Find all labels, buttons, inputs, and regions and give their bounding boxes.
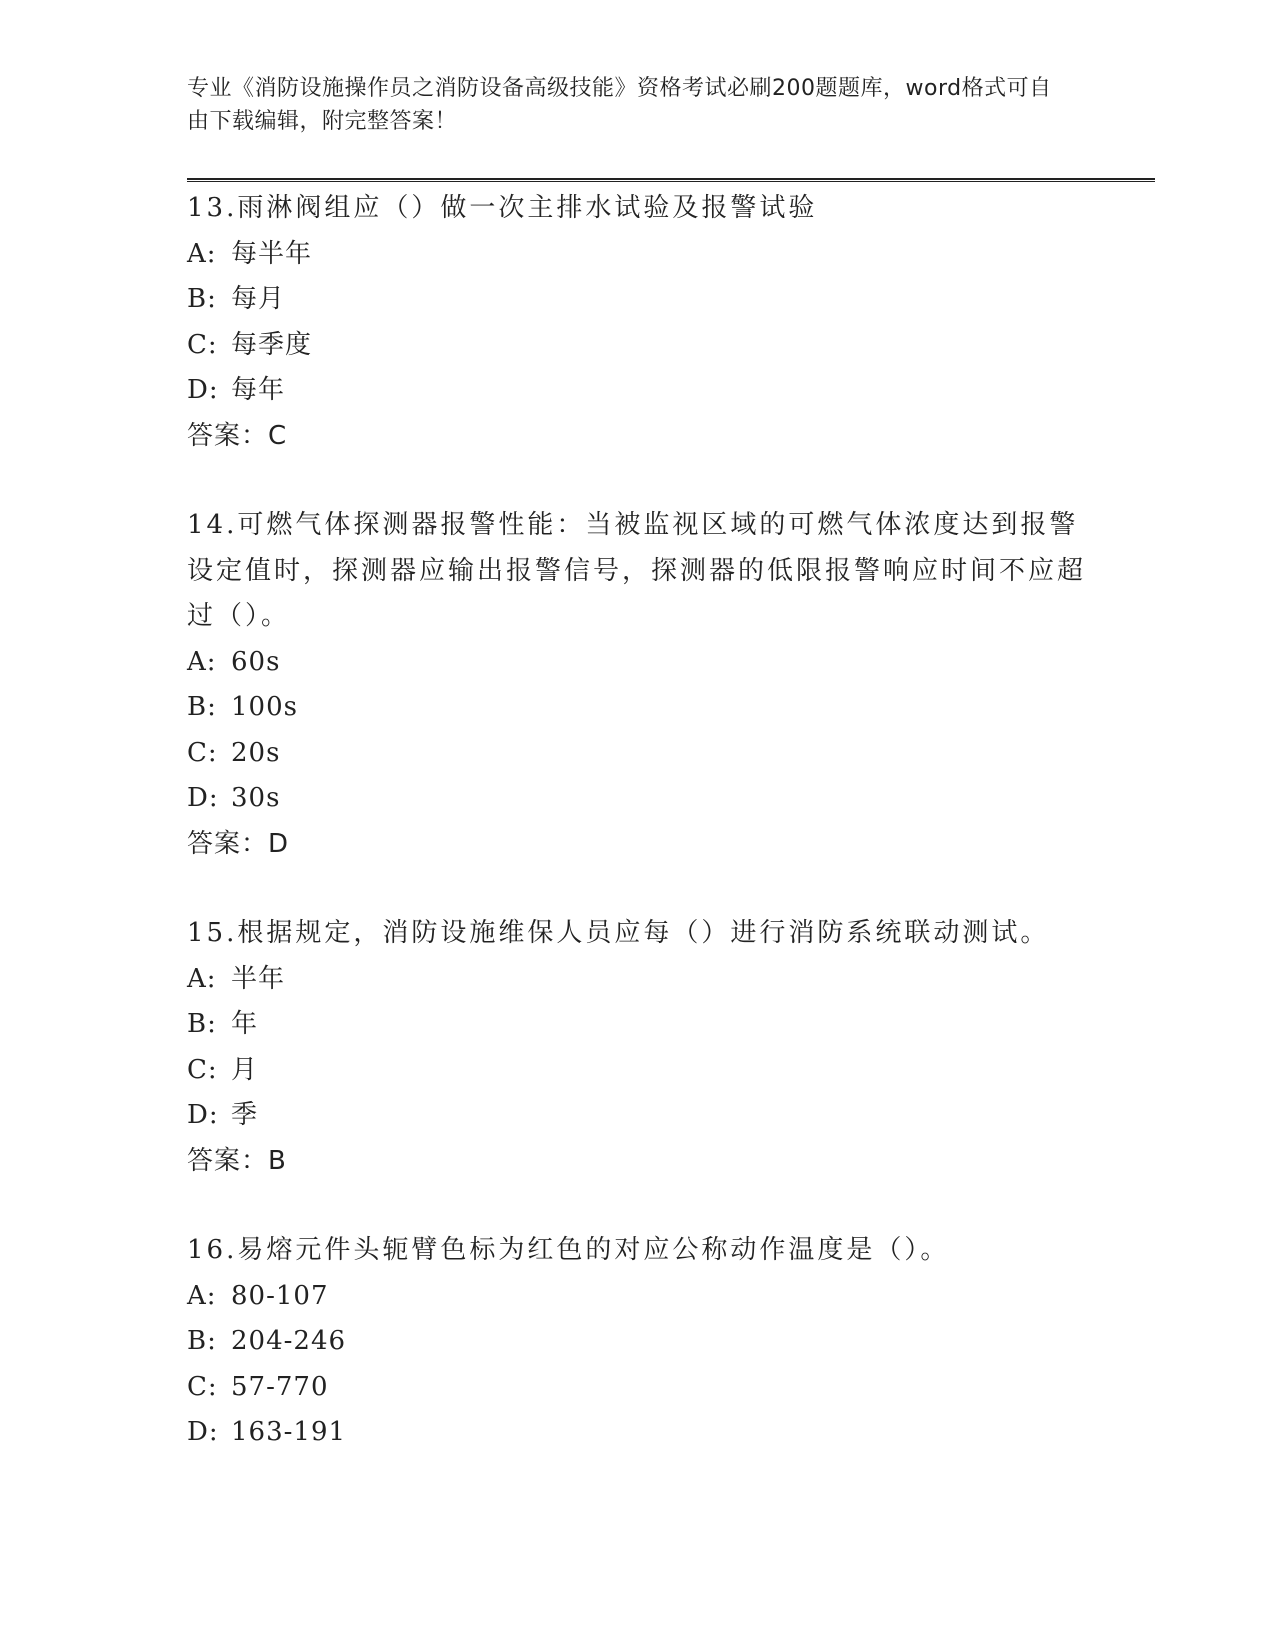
option-letter: A: [187, 1280, 217, 1311]
option-letter: B: [187, 284, 217, 314]
option-a [187, 1274, 1087, 1320]
question-stem: 15.根据规定，消防设施维保人员应每（）进行消防系统联动测试。 [187, 918, 1050, 948]
option-c [187, 1048, 1087, 1094]
question-stem: 14.可燃气体探测器报警性能：当被监视区域的可燃气体浓度达到报警设定值时，探测器应输出报警信号，探测器的低限报警响应时间不应超过（）。 [187, 510, 1087, 631]
option-letter: A: [187, 646, 217, 677]
option-letter: A: [187, 238, 217, 269]
option-text: 57-770 [231, 1371, 329, 1402]
option-letter: A: [187, 963, 217, 994]
option-text: 204-246 [231, 1326, 347, 1356]
option-text: 每月 [231, 284, 286, 314]
question-stem: 16.易熔元件头轭臂色标为红色的对应公称动作温度是（）。 [187, 1235, 950, 1265]
option-c [187, 323, 1087, 369]
question-14 [187, 503, 1087, 867]
option-a [187, 232, 1087, 278]
option-text: 30s [231, 783, 281, 813]
option-text: 季 [231, 1100, 259, 1130]
option-letter: C: [187, 737, 218, 768]
option-text: 每年 [231, 375, 286, 405]
question-list [187, 186, 1087, 1500]
option-b [187, 1319, 1087, 1365]
option-d [187, 1410, 1087, 1456]
document-header: 专业《消防设施操作员之消防设备高级技能》资格考试必刷200题题库，word格式可自由下载编辑，附完整答案！ [187, 76, 1052, 134]
option-a [187, 640, 1087, 686]
answer-line: 答案：D [187, 828, 290, 859]
option-text: 20s [231, 737, 281, 768]
option-letter: D: [187, 1417, 219, 1447]
option-a [187, 957, 1087, 1003]
option-text: 每半年 [231, 238, 313, 269]
option-text: 100s [231, 692, 298, 722]
option-text: 每季度 [231, 329, 313, 360]
question-stem: 13.雨淋阀组应（）做一次主排水试验及报警试验 [187, 193, 818, 223]
option-letter: D: [187, 375, 219, 405]
option-letter: B: [187, 1009, 217, 1039]
answer-line: 答案：B [187, 1145, 287, 1176]
header-divider [187, 178, 1155, 182]
option-letter: C: [187, 329, 218, 360]
option-b [187, 1002, 1087, 1048]
option-letter: C: [187, 1371, 218, 1402]
option-d [187, 368, 1087, 414]
option-c [187, 731, 1087, 777]
option-text: 80-107 [231, 1280, 329, 1311]
question-16 [187, 1228, 1087, 1456]
option-b [187, 685, 1087, 731]
option-letter: B: [187, 1326, 217, 1356]
option-text: 月 [231, 1054, 259, 1085]
option-d [187, 776, 1087, 822]
option-letter: B: [187, 692, 217, 722]
option-letter: D: [187, 783, 219, 813]
answer-line: 答案：C [187, 420, 288, 451]
question-13 [187, 186, 1087, 459]
option-b [187, 277, 1087, 323]
option-text: 60s [231, 646, 281, 677]
option-letter: C: [187, 1054, 218, 1085]
option-text: 163-191 [231, 1417, 347, 1447]
option-c [187, 1365, 1087, 1411]
option-letter: D: [187, 1100, 219, 1130]
question-15 [187, 911, 1087, 1184]
option-text: 年 [231, 1009, 259, 1039]
option-d [187, 1093, 1087, 1139]
option-text: 半年 [231, 963, 286, 994]
